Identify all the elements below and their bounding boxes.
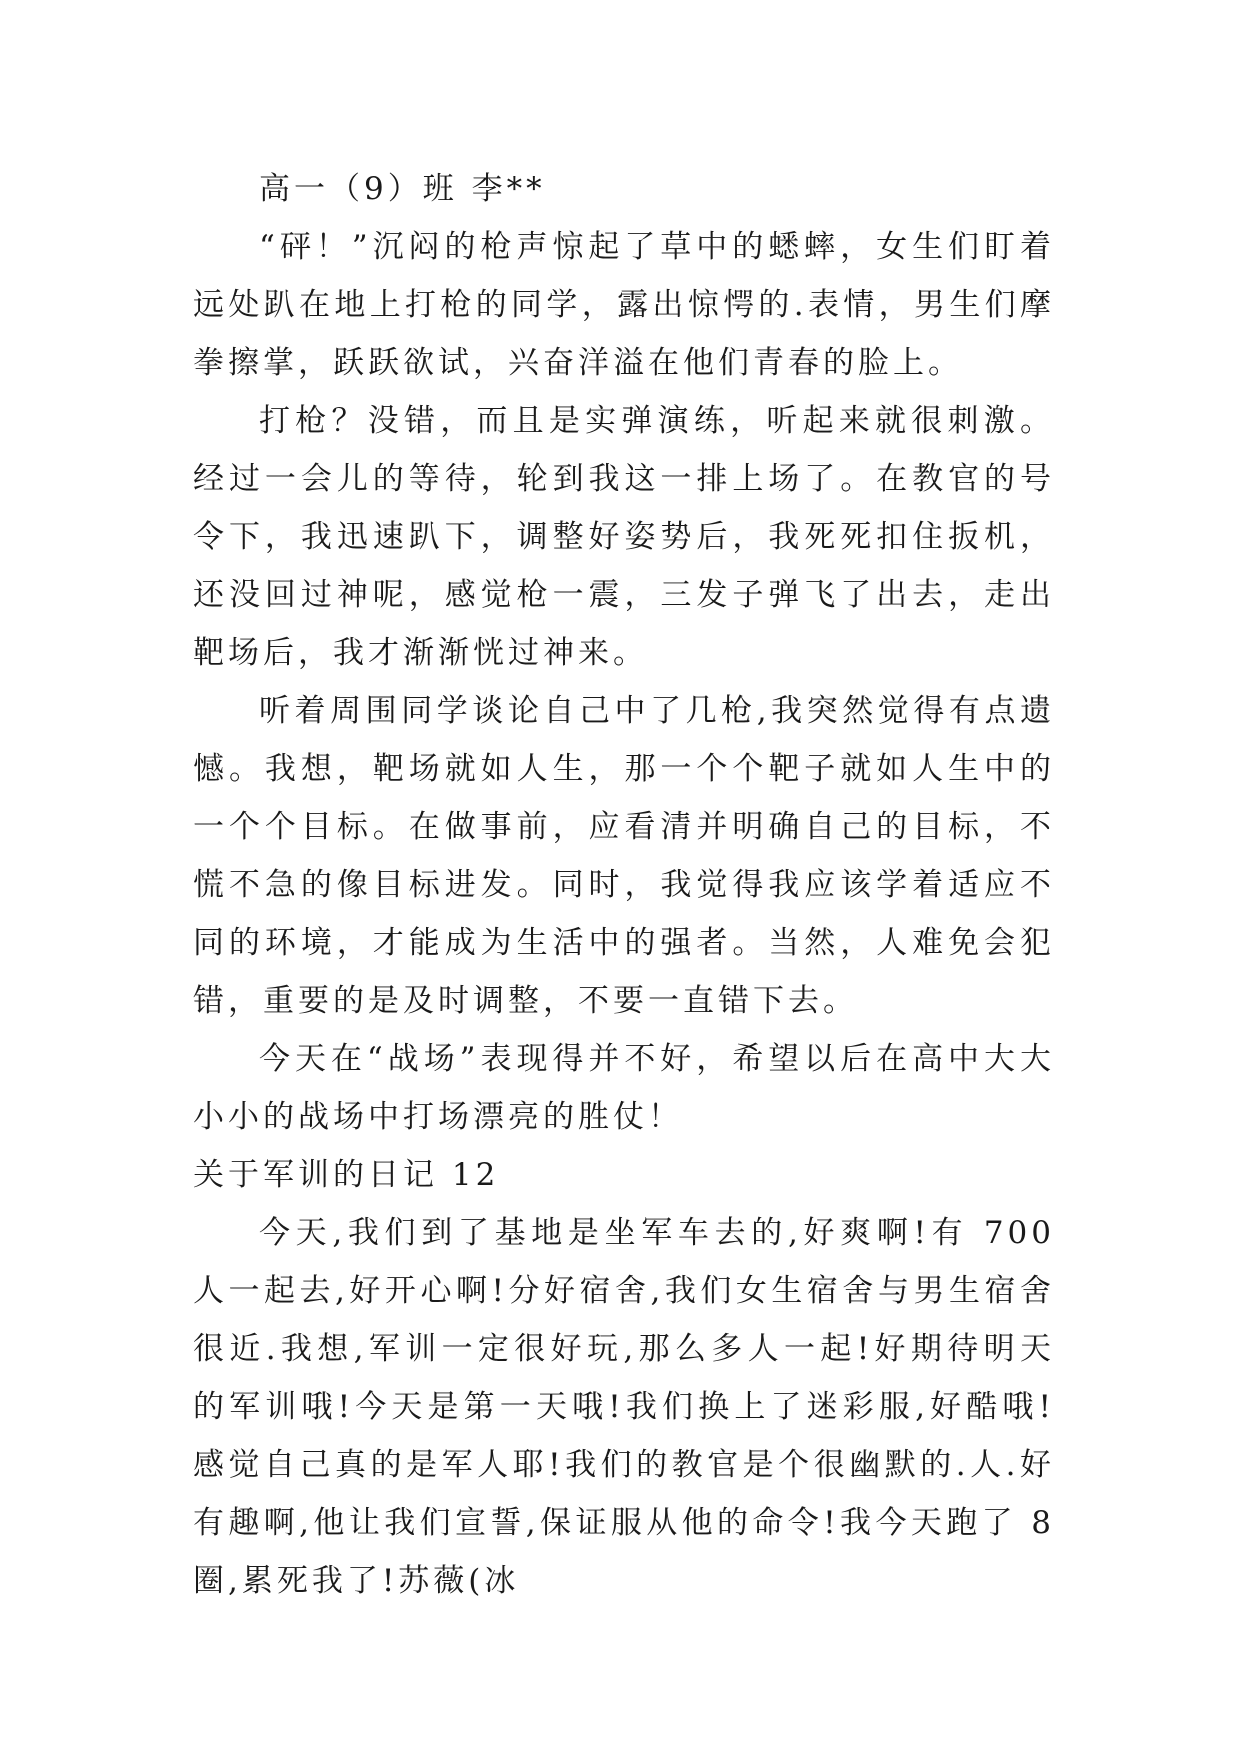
document-body [193,160,1055,1610]
section-title: 关于军训的日记 12 [193,1157,500,1193]
paragraph: “砰！”沉闷的枪声惊起了草中的蟋蟀，女生们盯着远处趴在地上打枪的同学，露出惊愕的.表情，男生们摩拳擦掌，跃跃欲试，兴奋洋溢在他们青春的脸上。 [193,229,1055,381]
paragraph: 听着周围同学谈论自己中了几枪,我突然觉得有点遗憾。我想，靶场就如人生，那一个个靶子就如人生中的一个个目标。在做事前，应看清并明确自己的目标，不慌不急的像目标进发。同时，我觉得我应该学着适应不同的环境，才能成为生活中的强者。当然，人难免会犯错，重要的是及时调整，不要一直错下去。 [193,693,1055,1019]
paragraph: 打枪？没错，而且是实弹演练，听起来就很刺激。经过一会儿的等待，轮到我这一排上场了。在教官的号令下，我迅速趴下，调整好姿势后，我死死扣住扳机，还没回过神呢，感觉枪一震，三发子弹飞了出去，走出靶场后，我才渐渐恍过神来。 [193,403,1055,671]
paragraph: 今天在“战场”表现得并不好，希望以后在高中大大小小的战场中打场漂亮的胜仗！ [193,1041,1055,1135]
byline: 高一（9）班 李** [259,171,546,207]
paragraph: 今天,我们到了基地是坐军车去的,好爽啊!有 700 人一起去,好开心啊!分好宿舍,我们女生宿舍与男生宿舍很近.我想,军训一定很好玩,那么多人一起!好期待明天的军训哦!今天是第一天哦!我们换上了迷彩服,好酷哦!感觉自己真的是军人耶!我们的教官是个很幽默的.人.好有趣啊,他让我们宣誓,保证服从他的命令!我今天跑了 8 圈,累死我了!苏薇(冰 [193,1215,1055,1599]
